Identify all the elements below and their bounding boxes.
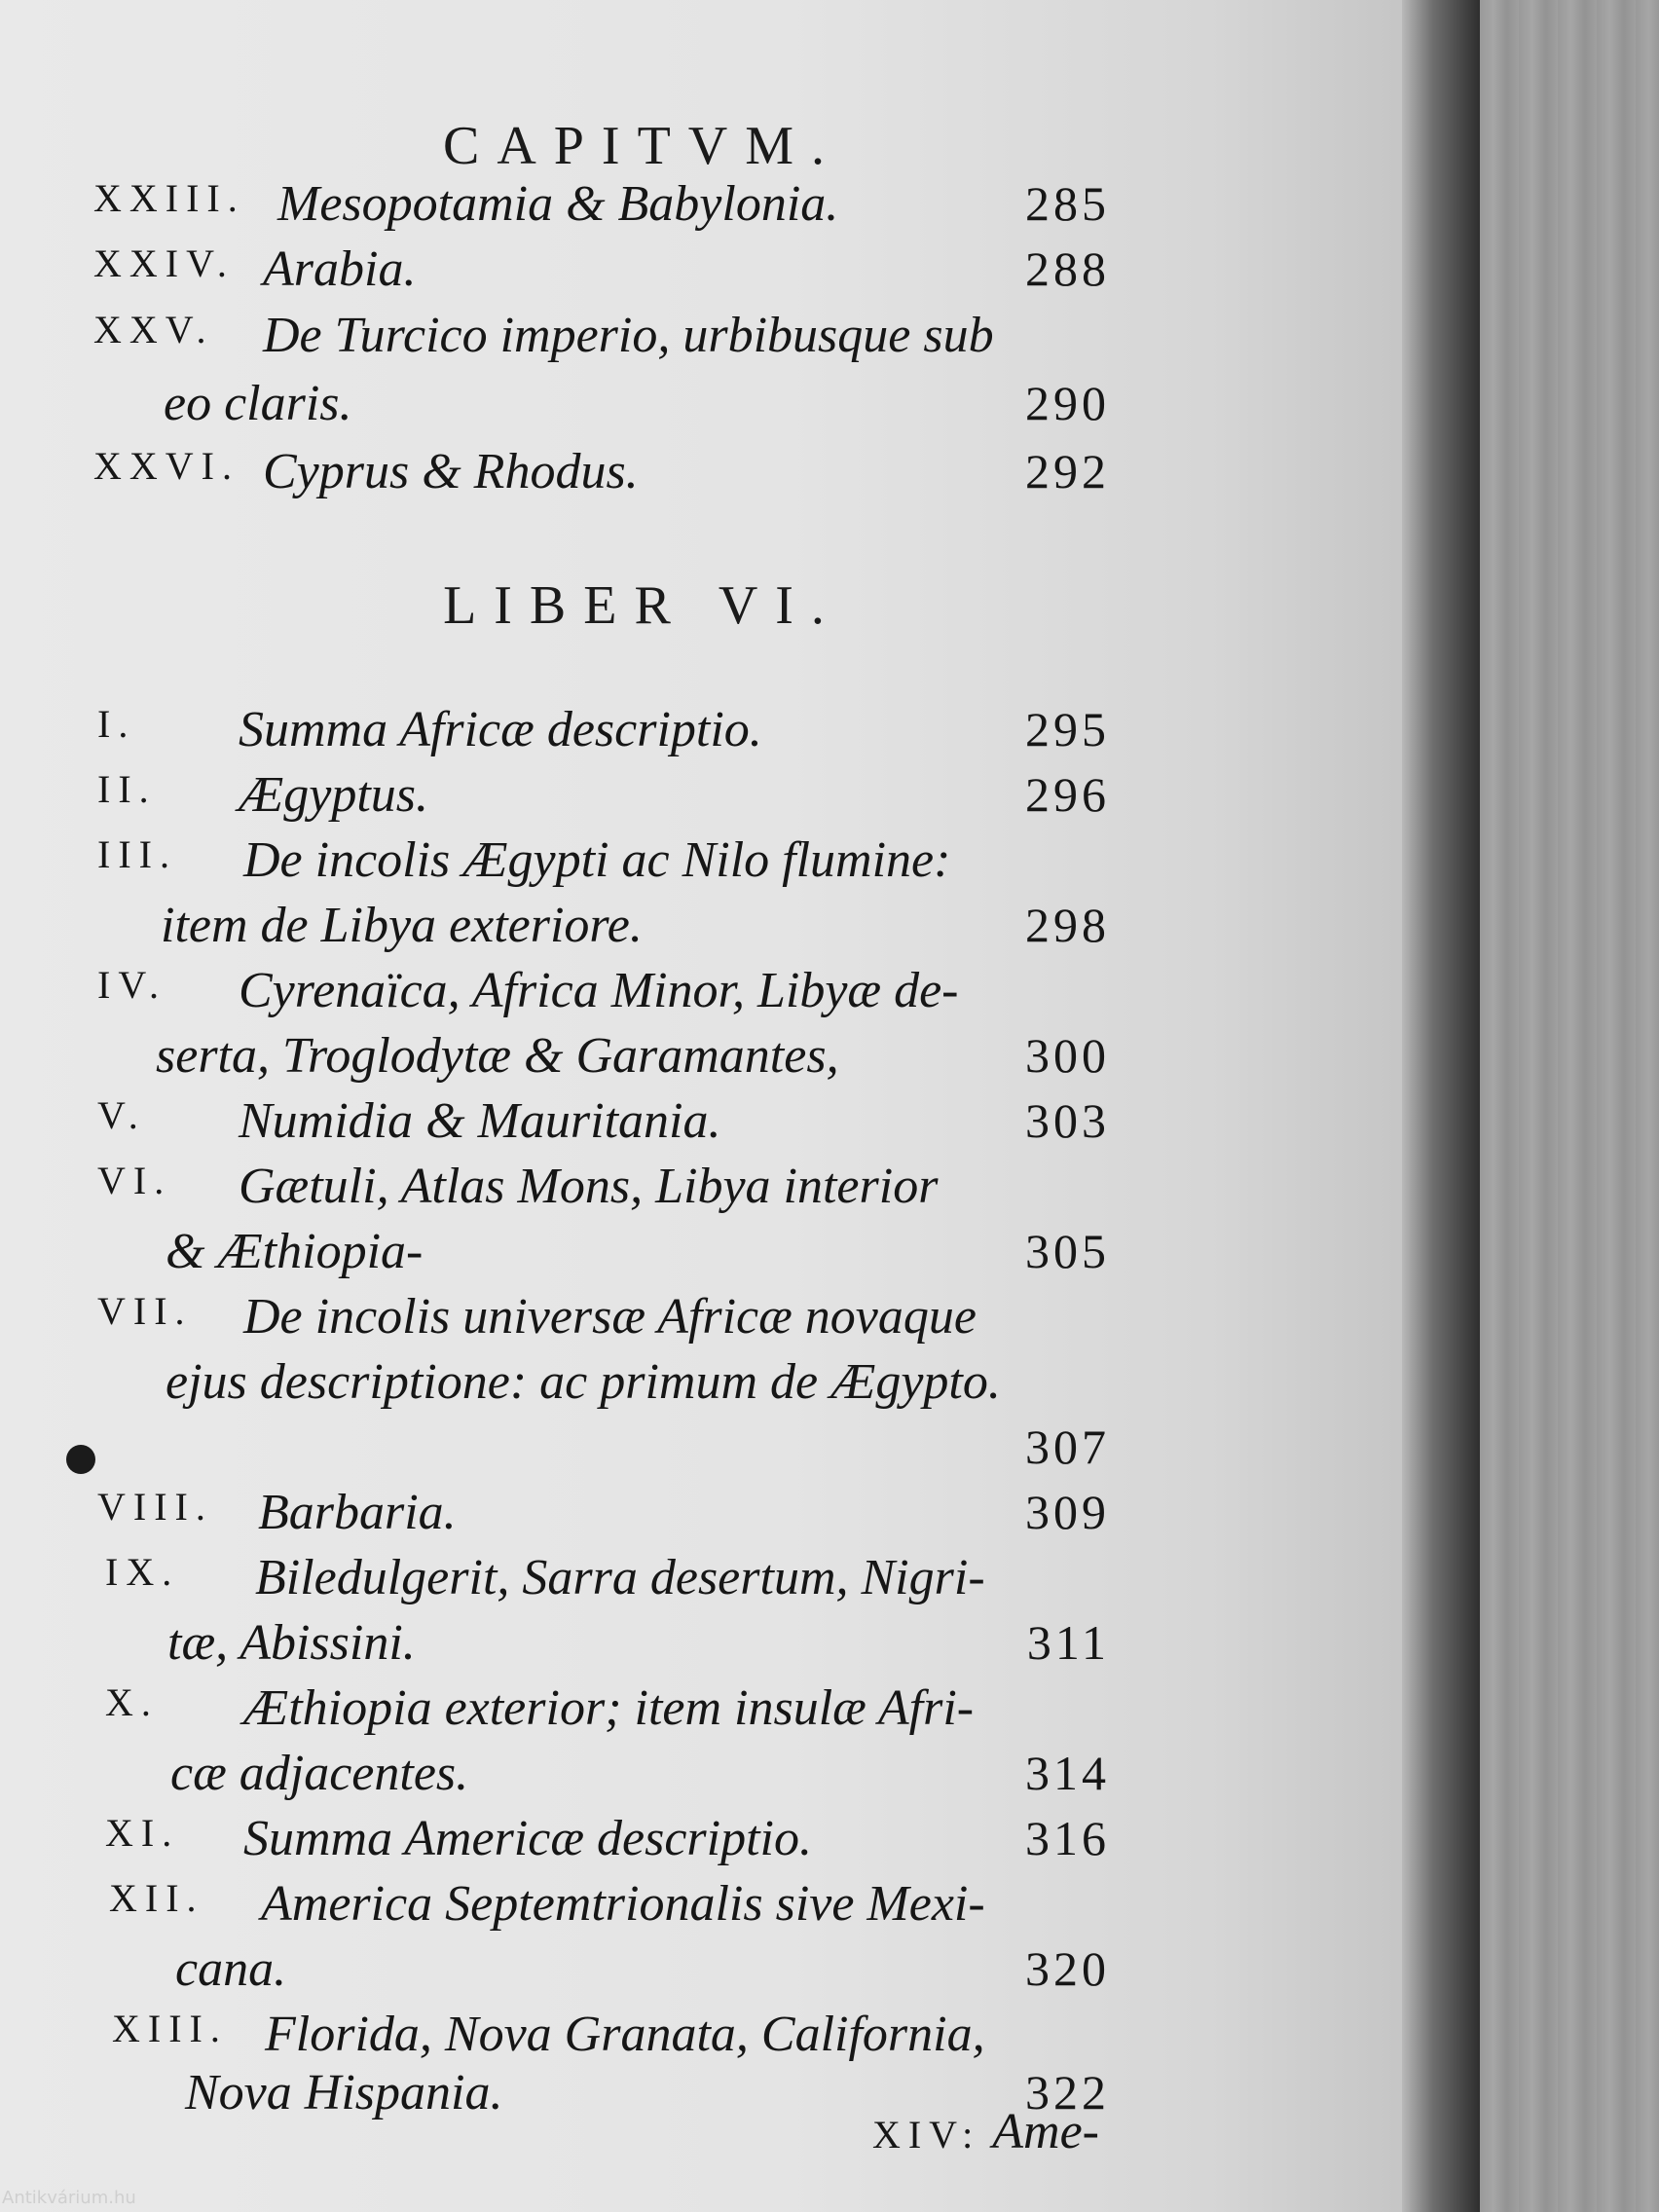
chapter-number: XXIII. <box>93 176 245 220</box>
page-number: 305 <box>1025 1224 1110 1278</box>
page-number: 290 <box>1025 376 1110 430</box>
chapter-title: cana. <box>175 1941 287 1997</box>
chapter-title: Nova Hispania. <box>185 2065 503 2120</box>
chapter-number: I. <box>97 702 136 746</box>
section-heading-liber: LIBER VI. <box>443 575 842 636</box>
chapter-title: Biledulgerit, Sarra desertum, Nigri- <box>255 1550 985 1605</box>
chapter-title: Arabia. <box>263 241 417 297</box>
page-number: 311 <box>1026 1615 1110 1670</box>
chapter-number: XXVI. <box>93 444 240 488</box>
chapter-number: XXV. <box>93 308 214 351</box>
chapter-title: Florida, Nova Granata, California, <box>265 2007 985 2062</box>
chapter-number: XXIV. <box>93 241 235 285</box>
page-number: 285 <box>1025 176 1110 231</box>
chapter-title: ejus descriptione: ac primum de Ægypto. <box>166 1354 1001 1410</box>
chapter-title: eo claris. <box>164 376 352 431</box>
toc-entry <box>0 2064 1421 2142</box>
chapter-number: XI. <box>105 1811 180 1855</box>
chapter-title: & Æthiopia- <box>166 1224 424 1279</box>
catchword <box>872 2103 1099 2160</box>
page-number: 322 <box>1025 2065 1110 2120</box>
chapter-number: XIII. <box>112 2007 228 2050</box>
chapter-number: XII. <box>109 1876 204 1920</box>
chapter-number: X. <box>105 1680 159 1724</box>
wooden-background <box>1480 0 1659 2212</box>
page-number: 303 <box>1025 1093 1110 1148</box>
catchword-number: XIV: <box>871 2113 981 2157</box>
chapter-title: cæ adjacentes. <box>170 1746 469 1801</box>
chapter-title: Numidia & Mauritania. <box>239 1093 721 1149</box>
chapter-number: VIII. <box>97 1485 213 1529</box>
chapter-number: IV. <box>97 963 167 1007</box>
chapter-title: De incolis Ægypti ac Nilo flumine: <box>243 832 951 888</box>
catchword-text: Ame- <box>992 2104 1099 2159</box>
chapter-title: De incolis universæ Africæ novaque <box>243 1289 977 1345</box>
chapter-title: Æthiopia exterior; item insulæ Afri- <box>243 1680 975 1736</box>
page-number: 288 <box>1025 241 1110 296</box>
chapter-number: V. <box>97 1093 146 1137</box>
toc-entry <box>0 443 1421 521</box>
chapter-title: serta, Troglodytæ & Garamantes, <box>156 1028 839 1084</box>
page-number: 295 <box>1025 702 1110 756</box>
section-heading-capitum: CAPITVM. <box>442 116 843 176</box>
chapter-title: De Turcico imperio, urbibusque sub <box>263 308 994 363</box>
chapter-title: item de Libya exteriore. <box>161 898 643 953</box>
chapter-title: Mesopotamia & Babylonia. <box>277 176 839 232</box>
chapter-title: Cyrenaïca, Africa Minor, Libyæ de- <box>239 963 959 1018</box>
page-number: 320 <box>1025 1941 1110 1996</box>
page-number: 298 <box>1025 898 1110 952</box>
chapter-number: IX. <box>105 1550 180 1594</box>
chapter-title: Ægyptus. <box>239 767 428 823</box>
chapter-title: America Septemtrionalis sive Mexi- <box>261 1876 985 1932</box>
toc-entry <box>0 307 1421 385</box>
page-number: 292 <box>1025 444 1110 498</box>
ink-spot <box>66 1445 95 1474</box>
page-number: 300 <box>1025 1028 1110 1083</box>
chapter-title: Cyprus & Rhodus. <box>263 444 639 499</box>
watermark: Antikvárium.hu <box>2 2188 136 2208</box>
toc-entry <box>0 375 1421 453</box>
chapter-title: Summa Americæ descriptio. <box>243 1811 812 1866</box>
chapter-number: II. <box>97 767 157 811</box>
chapter-title: Barbaria. <box>258 1485 457 1540</box>
page-number: 307 <box>1025 1419 1110 1474</box>
chapter-number: VI. <box>97 1159 172 1202</box>
page-number: 309 <box>1025 1485 1110 1539</box>
chapter-number: VII. <box>97 1289 193 1333</box>
chapter-title: Gætuli, Atlas Mons, Libya interior <box>239 1159 939 1214</box>
chapter-title: tæ, Abissini. <box>167 1615 416 1671</box>
page-number: 314 <box>1025 1746 1110 1800</box>
page-number: 296 <box>1025 767 1110 822</box>
chapter-number: III. <box>97 832 177 876</box>
page-number: 316 <box>1025 1811 1110 1865</box>
chapter-title: Summa Africæ descriptio. <box>239 702 762 757</box>
